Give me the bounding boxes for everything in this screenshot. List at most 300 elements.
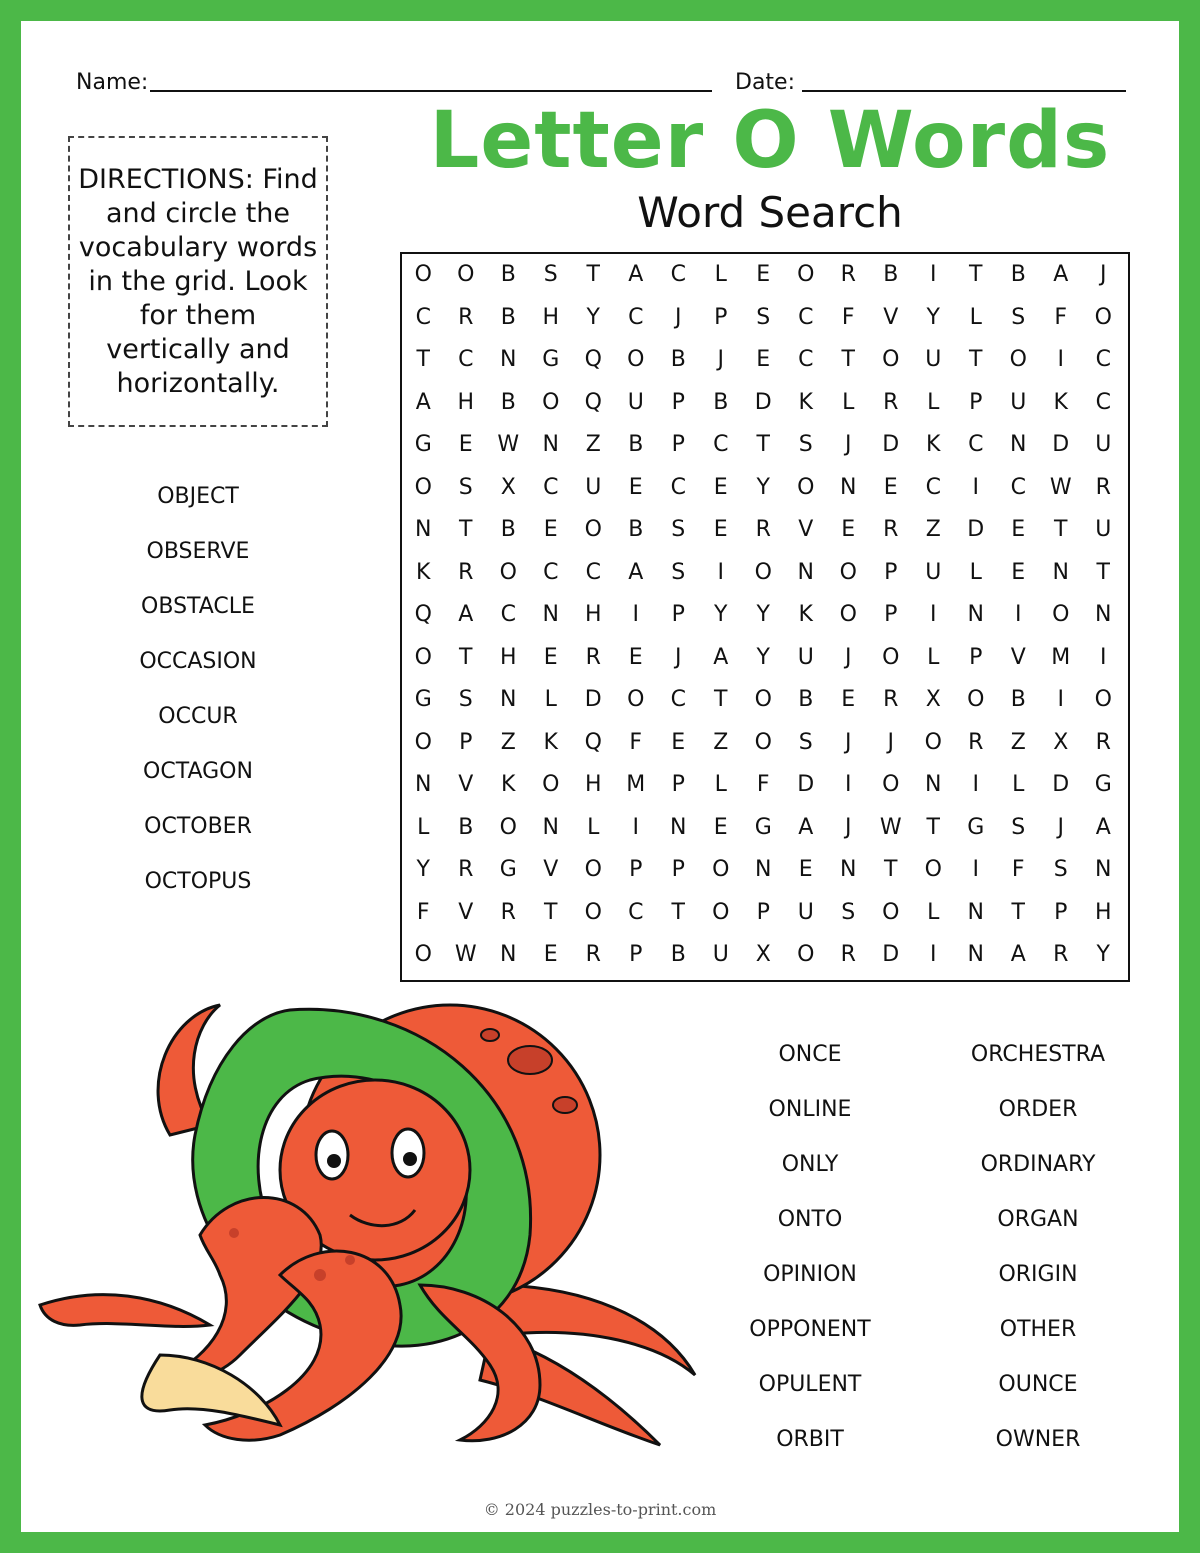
- grid-cell[interactable]: V: [458, 899, 474, 925]
- grid-cell[interactable]: A: [458, 602, 474, 627]
- grid-cell[interactable]: O: [542, 772, 560, 797]
- grid-cell[interactable]: M: [626, 772, 646, 797]
- grid-cell[interactable]: H: [584, 772, 602, 797]
- grid-cell[interactable]: I: [930, 602, 937, 627]
- grid-cell[interactable]: C: [628, 304, 644, 330]
- grid-cell[interactable]: P: [671, 772, 685, 797]
- grid-cell[interactable]: J: [845, 729, 852, 755]
- grid-cell[interactable]: V: [458, 772, 474, 797]
- grid-cell[interactable]: Z: [925, 517, 941, 542]
- grid-cell[interactable]: K: [416, 559, 431, 585]
- grid-cell[interactable]: B: [500, 517, 516, 542]
- grid-cell[interactable]: N: [500, 347, 517, 372]
- directions-box: [68, 136, 328, 427]
- grid-cell[interactable]: S: [458, 687, 473, 712]
- grid-cell[interactable]: B: [458, 814, 474, 840]
- grid-cell[interactable]: O: [882, 347, 900, 372]
- grid-cell[interactable]: C: [458, 347, 474, 372]
- grid-cell[interactable]: S: [543, 262, 558, 287]
- grid-cell[interactable]: O: [754, 559, 772, 585]
- grid-cell[interactable]: T: [416, 347, 430, 372]
- grid-cell[interactable]: T: [1054, 517, 1068, 542]
- grid-cell[interactable]: N: [1010, 432, 1027, 457]
- grid-cell[interactable]: E: [883, 474, 898, 500]
- grid-cell[interactable]: P: [969, 389, 983, 415]
- grid-cell[interactable]: O: [1094, 304, 1112, 330]
- grid-cell[interactable]: J: [845, 432, 852, 457]
- grid-cell[interactable]: E: [543, 644, 558, 670]
- grid-cell[interactable]: L: [927, 389, 940, 415]
- grid-cell[interactable]: G: [542, 347, 560, 372]
- grid-cell[interactable]: F: [1054, 304, 1068, 330]
- grid-cell[interactable]: O: [797, 942, 815, 967]
- grid-cell[interactable]: I: [632, 602, 639, 627]
- grid-cell[interactable]: K: [543, 729, 558, 755]
- grid-cell[interactable]: F: [629, 729, 643, 755]
- grid-cell[interactable]: U: [585, 474, 602, 500]
- grid-cell[interactable]: D: [967, 517, 985, 542]
- grid-cell[interactable]: J: [675, 304, 682, 330]
- grid-cell[interactable]: B: [628, 517, 644, 542]
- grid-cell[interactable]: O: [1094, 687, 1112, 712]
- grid-cell[interactable]: A: [798, 814, 814, 840]
- word-list-item: OCTOPUS: [144, 869, 252, 894]
- grid-cell[interactable]: O: [797, 262, 815, 287]
- grid-cell[interactable]: K: [1053, 389, 1068, 415]
- grid-cell[interactable]: I: [1057, 347, 1064, 372]
- grid-cell[interactable]: R: [458, 304, 474, 330]
- grid-cell[interactable]: H: [457, 389, 475, 415]
- grid-cell[interactable]: U: [925, 347, 942, 372]
- grid-cell[interactable]: P: [629, 857, 643, 882]
- grid-cell[interactable]: H: [499, 644, 517, 670]
- grid-cell[interactable]: I: [972, 772, 979, 797]
- grid-cell[interactable]: T: [841, 347, 855, 372]
- grid-cell[interactable]: C: [1010, 474, 1026, 500]
- grid-cell[interactable]: O: [414, 644, 432, 670]
- grid-cell[interactable]: E: [1011, 517, 1026, 542]
- grid-cell[interactable]: Y: [1096, 942, 1110, 967]
- grid-cell[interactable]: C: [543, 474, 559, 500]
- grid-cell[interactable]: N: [670, 814, 687, 840]
- grid-cell[interactable]: O: [499, 559, 517, 585]
- grid-cell[interactable]: H: [1094, 899, 1112, 925]
- grid-cell[interactable]: L: [1012, 772, 1025, 797]
- grid-cell[interactable]: K: [798, 602, 813, 627]
- grid-cell[interactable]: N: [415, 517, 432, 542]
- grid-cell[interactable]: S: [671, 517, 686, 542]
- grid-cell[interactable]: G: [754, 814, 772, 840]
- grid-cell[interactable]: S: [798, 432, 813, 457]
- grid-cell[interactable]: L: [927, 644, 940, 670]
- grid-cell[interactable]: J: [845, 644, 852, 670]
- grid-cell[interactable]: C: [670, 474, 686, 500]
- grid-cell[interactable]: I: [845, 772, 852, 797]
- grid-cell[interactable]: A: [1010, 942, 1026, 967]
- grid-cell[interactable]: N: [840, 857, 857, 882]
- grid-cell[interactable]: V: [543, 857, 559, 882]
- grid-cell[interactable]: O: [754, 729, 772, 755]
- grid-cell[interactable]: N: [542, 602, 559, 627]
- grid-cell[interactable]: O: [712, 857, 730, 882]
- grid-cell[interactable]: R: [840, 942, 856, 967]
- grid-cell[interactable]: O: [499, 814, 517, 840]
- grid-cell[interactable]: C: [500, 602, 516, 627]
- grid-cell[interactable]: O: [754, 687, 772, 712]
- grid-cell[interactable]: Y: [586, 304, 600, 330]
- grid-cell[interactable]: R: [458, 559, 474, 585]
- grid-cell[interactable]: C: [543, 559, 559, 585]
- grid-cell[interactable]: Y: [756, 644, 770, 670]
- grid-cell[interactable]: U: [627, 389, 644, 415]
- grid-cell[interactable]: D: [1052, 772, 1070, 797]
- grid-cell[interactable]: P: [1054, 899, 1068, 925]
- grid-cell[interactable]: M: [1051, 644, 1071, 670]
- grid-cell[interactable]: N: [500, 942, 517, 967]
- grid-cell[interactable]: O: [967, 687, 985, 712]
- grid-cell[interactable]: C: [670, 687, 686, 712]
- grid-cell[interactable]: N: [797, 559, 814, 585]
- grid-cell[interactable]: W: [1049, 474, 1072, 500]
- grid-cell[interactable]: L: [969, 559, 982, 585]
- grid-cell[interactable]: R: [1095, 729, 1111, 755]
- grid-cell[interactable]: R: [585, 644, 601, 670]
- grid-cell[interactable]: G: [414, 687, 432, 712]
- grid-cell[interactable]: P: [629, 942, 643, 967]
- grid-cell[interactable]: E: [1011, 559, 1026, 585]
- grid-cell[interactable]: J: [1100, 262, 1107, 287]
- grid-cell[interactable]: C: [925, 474, 941, 500]
- grid-cell[interactable]: W: [454, 942, 477, 967]
- grid-cell[interactable]: P: [884, 559, 898, 585]
- grid-cell[interactable]: N: [500, 687, 517, 712]
- grid-cell[interactable]: A: [1053, 262, 1069, 287]
- grid-cell[interactable]: B: [883, 262, 899, 287]
- grid-cell[interactable]: R: [883, 687, 899, 712]
- grid-cell[interactable]: C: [415, 304, 431, 330]
- grid-cell[interactable]: G: [414, 432, 432, 457]
- grid-cell[interactable]: J: [887, 729, 894, 755]
- grid-cell[interactable]: C: [798, 347, 814, 372]
- grid-cell[interactable]: T: [671, 899, 685, 925]
- grid-cell[interactable]: L: [714, 772, 727, 797]
- date-label: Date:: [735, 70, 795, 95]
- grid-cell[interactable]: L: [969, 304, 982, 330]
- grid-cell[interactable]: O: [1052, 602, 1070, 627]
- grid-cell[interactable]: N: [1052, 559, 1069, 585]
- grid-cell[interactable]: T: [459, 517, 473, 542]
- grid-cell[interactable]: E: [841, 517, 856, 542]
- grid-cell[interactable]: Y: [756, 602, 770, 627]
- grid-cell[interactable]: I: [972, 474, 979, 500]
- grid-cell[interactable]: J: [1057, 814, 1064, 840]
- grid-cell[interactable]: O: [584, 857, 602, 882]
- grid-cell[interactable]: P: [459, 729, 473, 755]
- grid-cell[interactable]: E: [713, 517, 728, 542]
- grid-cell[interactable]: W: [497, 432, 520, 457]
- grid-cell[interactable]: C: [585, 559, 601, 585]
- grid-cell[interactable]: P: [884, 602, 898, 627]
- grid-cell[interactable]: B: [1010, 262, 1026, 287]
- grid-cell[interactable]: P: [969, 644, 983, 670]
- grid-cell[interactable]: P: [671, 432, 685, 457]
- grid-cell[interactable]: U: [1010, 389, 1027, 415]
- grid-cell[interactable]: D: [584, 687, 602, 712]
- grid-cell[interactable]: Z: [713, 729, 729, 755]
- grid-cell[interactable]: T: [884, 857, 898, 882]
- grid-cell[interactable]: S: [1011, 304, 1026, 330]
- date-line[interactable]: [802, 90, 1126, 92]
- grid-cell[interactable]: K: [501, 772, 516, 797]
- grid-cell[interactable]: N: [967, 899, 984, 925]
- grid-cell[interactable]: Q: [584, 389, 602, 415]
- grid-cell[interactable]: L: [842, 389, 855, 415]
- grid-cell[interactable]: N: [967, 942, 984, 967]
- grid-cell[interactable]: Y: [756, 474, 770, 500]
- grid-cell[interactable]: E: [841, 687, 856, 712]
- grid-cell[interactable]: O: [924, 729, 942, 755]
- grid-cell[interactable]: S: [798, 729, 813, 755]
- grid-cell[interactable]: O: [882, 644, 900, 670]
- grid-cell[interactable]: I: [972, 857, 979, 882]
- grid-cell[interactable]: E: [628, 644, 643, 670]
- grid-cell[interactable]: O: [882, 899, 900, 925]
- grid-cell[interactable]: D: [882, 942, 900, 967]
- word-list-item: OBJECT: [157, 484, 239, 509]
- word-list-item: OCTAGON: [143, 759, 253, 784]
- grid-cell[interactable]: K: [926, 432, 941, 457]
- grid-cell[interactable]: E: [756, 347, 771, 372]
- word-list-item: OTHER: [999, 1317, 1077, 1342]
- grid-cell[interactable]: S: [756, 304, 771, 330]
- grid-cell[interactable]: B: [1010, 687, 1026, 712]
- grid-cell[interactable]: O: [542, 389, 560, 415]
- grid-cell[interactable]: U: [797, 899, 814, 925]
- grid-cell[interactable]: R: [755, 517, 771, 542]
- grid-cell[interactable]: O: [797, 474, 815, 500]
- grid-cell[interactable]: G: [499, 857, 517, 882]
- grid-cell[interactable]: R: [1053, 942, 1069, 967]
- grid-cell[interactable]: O: [627, 687, 645, 712]
- grid-cell[interactable]: T: [1096, 559, 1110, 585]
- grid-cell[interactable]: G: [1094, 772, 1112, 797]
- grid-cell[interactable]: E: [798, 857, 813, 882]
- grid-cell[interactable]: L: [714, 262, 727, 287]
- grid-cell[interactable]: U: [797, 644, 814, 670]
- grid-cell[interactable]: Z: [585, 432, 601, 457]
- grid-cell[interactable]: P: [714, 304, 728, 330]
- grid-cell[interactable]: F: [756, 772, 770, 797]
- grid-cell[interactable]: L: [544, 687, 557, 712]
- grid-cell[interactable]: X: [500, 474, 516, 500]
- grid-cell[interactable]: B: [670, 942, 686, 967]
- grid-cell[interactable]: O: [584, 899, 602, 925]
- grid-cell[interactable]: A: [628, 262, 644, 287]
- grid-cell[interactable]: J: [845, 814, 852, 840]
- grid-cell[interactable]: T: [459, 644, 473, 670]
- grid-cell[interactable]: N: [967, 602, 984, 627]
- grid-cell[interactable]: N: [542, 432, 559, 457]
- grid-cell[interactable]: B: [713, 389, 729, 415]
- grid-cell[interactable]: T: [969, 347, 983, 372]
- grid-cell[interactable]: B: [670, 347, 686, 372]
- grid-cell[interactable]: P: [671, 602, 685, 627]
- grid-cell[interactable]: C: [713, 432, 729, 457]
- grid-cell[interactable]: O: [414, 474, 432, 500]
- grid-cell[interactable]: Y: [416, 857, 430, 882]
- grid-cell[interactable]: Y: [926, 304, 940, 330]
- grid-cell[interactable]: T: [544, 899, 558, 925]
- grid-cell[interactable]: O: [839, 559, 857, 585]
- grid-cell[interactable]: I: [717, 559, 724, 585]
- grid-cell[interactable]: I: [1100, 644, 1107, 670]
- grid-cell[interactable]: E: [458, 432, 473, 457]
- grid-cell[interactable]: R: [883, 389, 899, 415]
- grid-cell[interactable]: H: [542, 304, 560, 330]
- grid-cell[interactable]: B: [500, 262, 516, 287]
- grid-cell[interactable]: J: [717, 347, 724, 372]
- grid-cell[interactable]: U: [1095, 517, 1112, 542]
- grid-cell[interactable]: C: [1095, 347, 1111, 372]
- grid-cell[interactable]: A: [713, 644, 729, 670]
- grid-cell[interactable]: N: [1095, 602, 1112, 627]
- grid-cell[interactable]: A: [415, 389, 431, 415]
- grid-cell[interactable]: L: [417, 814, 430, 840]
- grid-cell[interactable]: I: [930, 942, 937, 967]
- grid-cell[interactable]: N: [840, 474, 857, 500]
- grid-cell[interactable]: E: [543, 517, 558, 542]
- grid-cell[interactable]: N: [542, 814, 559, 840]
- grid-cell[interactable]: T: [586, 262, 600, 287]
- grid-cell[interactable]: H: [584, 602, 602, 627]
- grid-cell[interactable]: Q: [584, 347, 602, 372]
- grid-cell[interactable]: R: [883, 517, 899, 542]
- grid-cell[interactable]: I: [1015, 602, 1022, 627]
- grid-cell[interactable]: R: [968, 729, 984, 755]
- grid-cell[interactable]: Y: [714, 602, 728, 627]
- grid-cell[interactable]: S: [1011, 814, 1026, 840]
- grid-cell[interactable]: D: [1052, 432, 1070, 457]
- grid-cell[interactable]: U: [1095, 432, 1112, 457]
- grid-cell[interactable]: L: [927, 899, 940, 925]
- word-list-item: ORGAN: [997, 1207, 1079, 1232]
- grid-cell[interactable]: R: [840, 262, 856, 287]
- grid-cell[interactable]: D: [882, 432, 900, 457]
- word-list-item: OBSERVE: [146, 539, 250, 564]
- grid-cell[interactable]: S: [458, 474, 473, 500]
- grid-cell[interactable]: O: [712, 899, 730, 925]
- grid-cell[interactable]: P: [756, 899, 770, 925]
- grid-cell[interactable]: P: [671, 389, 685, 415]
- grid-cell[interactable]: T: [1011, 899, 1025, 925]
- grid-cell[interactable]: O: [1009, 347, 1027, 372]
- grid-cell[interactable]: N: [755, 857, 772, 882]
- grid-cell[interactable]: S: [671, 559, 686, 585]
- grid-cell[interactable]: X: [755, 942, 771, 967]
- grid-cell[interactable]: W: [879, 814, 902, 840]
- grid-cell[interactable]: C: [798, 304, 814, 330]
- grid-cell[interactable]: T: [714, 687, 728, 712]
- grid-cell[interactable]: P: [671, 857, 685, 882]
- grid-cell[interactable]: E: [756, 262, 771, 287]
- grid-cell[interactable]: N: [925, 772, 942, 797]
- grid-cell[interactable]: F: [841, 304, 855, 330]
- grid-cell[interactable]: V: [883, 304, 899, 330]
- grid-cell[interactable]: X: [925, 687, 941, 712]
- grid-cell[interactable]: R: [458, 857, 474, 882]
- grid-cell[interactable]: N: [1095, 857, 1112, 882]
- grid-cell[interactable]: X: [1053, 729, 1069, 755]
- grid-cell[interactable]: T: [969, 262, 983, 287]
- grid-cell[interactable]: O: [414, 942, 432, 967]
- grid-cell[interactable]: O: [414, 729, 432, 755]
- grid-cell[interactable]: U: [712, 942, 729, 967]
- grid-cell[interactable]: T: [756, 432, 770, 457]
- grid-cell[interactable]: R: [500, 899, 516, 925]
- grid-cell[interactable]: T: [926, 814, 940, 840]
- word-list-item: OPPONENT: [749, 1317, 871, 1342]
- grid-cell[interactable]: Q: [414, 602, 432, 627]
- grid-cell[interactable]: C: [968, 432, 984, 457]
- grid-cell[interactable]: C: [628, 899, 644, 925]
- grid-cell[interactable]: E: [713, 814, 728, 840]
- name-line[interactable]: [150, 90, 712, 92]
- grid-cell[interactable]: V: [798, 517, 814, 542]
- grid-cell[interactable]: B: [500, 304, 516, 330]
- grid-cell[interactable]: N: [415, 772, 432, 797]
- grid-cell[interactable]: R: [1095, 474, 1111, 500]
- grid-cell[interactable]: I: [930, 262, 937, 287]
- grid-cell[interactable]: B: [628, 432, 644, 457]
- grid-cell[interactable]: D: [797, 772, 815, 797]
- grid-cell[interactable]: O: [924, 857, 942, 882]
- grid-cell[interactable]: Z: [1010, 729, 1026, 755]
- grid-cell[interactable]: B: [798, 687, 814, 712]
- grid-cell[interactable]: F: [1011, 857, 1025, 882]
- grid-cell[interactable]: R: [585, 942, 601, 967]
- grid-cell[interactable]: Q: [584, 729, 602, 755]
- grid-cell[interactable]: S: [841, 899, 856, 925]
- grid-cell[interactable]: A: [628, 559, 644, 585]
- grid-cell[interactable]: I: [632, 814, 639, 840]
- grid-cell[interactable]: S: [1053, 857, 1068, 882]
- grid-cell[interactable]: E: [671, 729, 686, 755]
- grid-cell[interactable]: E: [628, 474, 643, 500]
- grid-cell[interactable]: F: [416, 899, 430, 925]
- grid-cell[interactable]: B: [500, 389, 516, 415]
- grid-cell[interactable]: J: [675, 644, 682, 670]
- grid-cell[interactable]: C: [1095, 389, 1111, 415]
- grid-cell[interactable]: K: [798, 389, 813, 415]
- grid-cell[interactable]: O: [627, 347, 645, 372]
- grid-cell[interactable]: E: [543, 942, 558, 967]
- grid-cell[interactable]: L: [587, 814, 600, 840]
- grid-cell[interactable]: A: [1095, 814, 1111, 840]
- grid-cell[interactable]: O: [584, 517, 602, 542]
- grid-cell[interactable]: O: [882, 772, 900, 797]
- grid-cell[interactable]: E: [713, 474, 728, 500]
- grid-cell[interactable]: I: [1057, 687, 1064, 712]
- grid-cell[interactable]: O: [457, 262, 475, 287]
- grid-cell[interactable]: V: [1010, 644, 1026, 670]
- grid-cell[interactable]: D: [754, 389, 772, 415]
- grid-cell[interactable]: G: [967, 814, 985, 840]
- grid-cell[interactable]: O: [839, 602, 857, 627]
- grid-cell[interactable]: C: [670, 262, 686, 287]
- grid-cell[interactable]: Z: [500, 729, 516, 755]
- grid-cell[interactable]: U: [925, 559, 942, 585]
- grid-cell[interactable]: O: [414, 262, 432, 287]
